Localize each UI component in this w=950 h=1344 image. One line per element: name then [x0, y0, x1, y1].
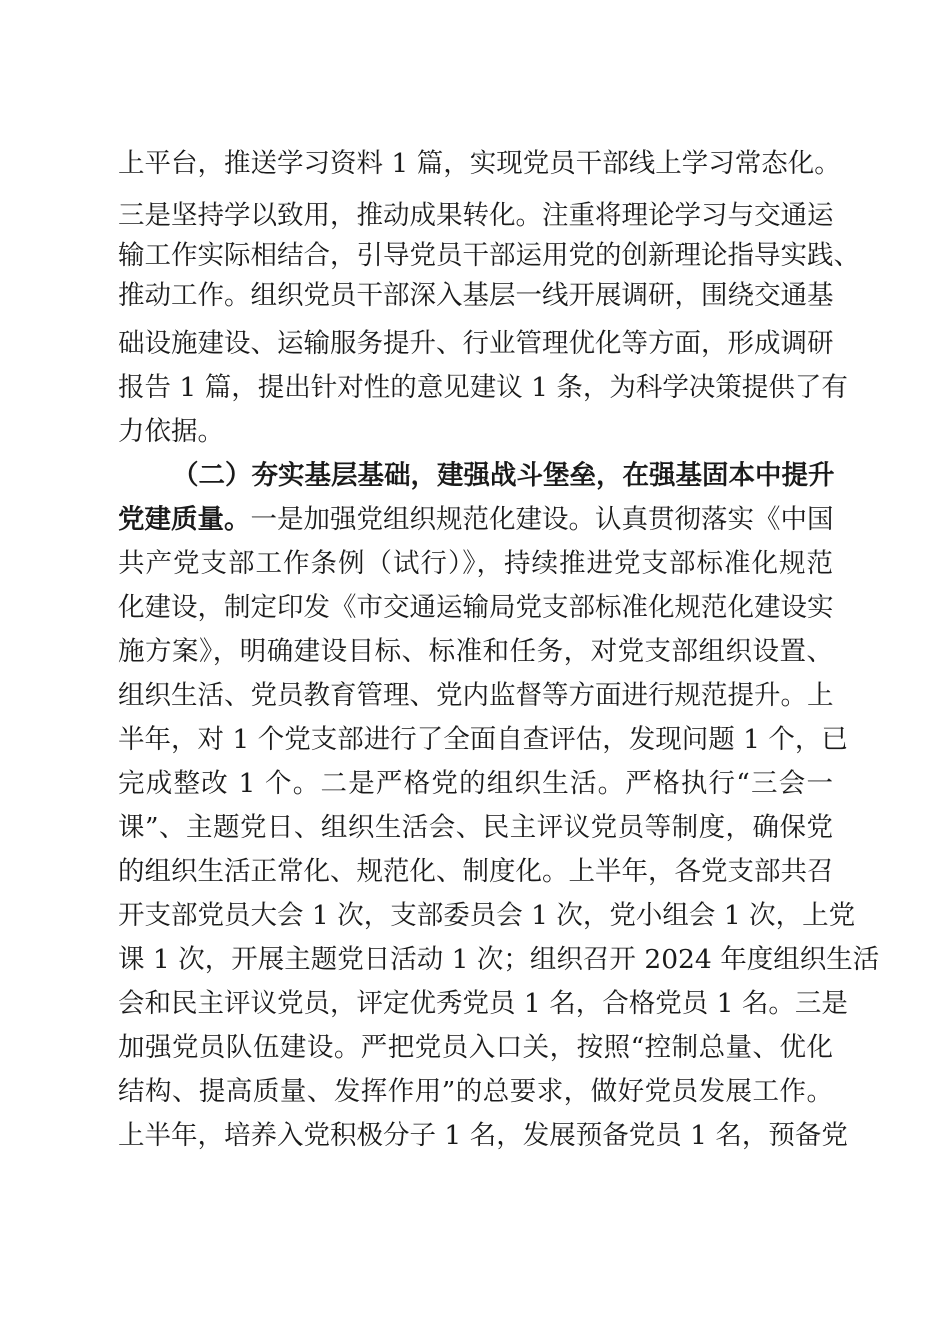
text-line [118, 236, 860, 276]
line-text: 结构、提高质量、发挥作用”的总要求，做好党员发展工作。 [118, 1076, 833, 1107]
line-text: 一是加强党组织规范化建设。认真贯彻落实《中国 [250, 504, 834, 535]
text-line [118, 544, 833, 584]
line-text: 开支部党员大会 1 次，支部委员会 1 次，党小组会 1 次，上党 [118, 900, 856, 931]
line-text: 组织生活、党员教育管理、党内监督等方面进行规范提升。上 [118, 680, 834, 711]
line-text: 上半年，培养入党积极分子 1 名，发展预备党员 1 名，预备党 [118, 1120, 848, 1151]
text-line [118, 412, 833, 452]
text-line [118, 368, 848, 408]
text-line [118, 632, 833, 672]
text-line [118, 1116, 848, 1156]
line-text: 完成整改 1 个。二是严格党的组织生活。严格执行“三会一 [118, 768, 833, 799]
text-line [118, 940, 880, 980]
section-heading-text: （二）夯实基层基础，建强战斗堡垒，在强基固本中提升 [172, 460, 835, 491]
text-line [118, 144, 841, 184]
line-text: 上平台，推送学习资料 1 篇，实现党员干部线上学习常态化。 [118, 148, 841, 179]
line-text: 输工作实际相结合，引导党员干部运用党的创新理论指导实践、 [118, 240, 860, 271]
line-text: 的组织生活正常化、规范化、制度化。上半年，各党支部共召 [118, 856, 834, 887]
line-text: 加强党员队伍建设。严把党员入口关，按照“控制总量、优化 [118, 1032, 833, 1063]
text-line [118, 1072, 833, 1112]
text-line [118, 1028, 833, 1068]
text-line [118, 324, 833, 364]
line-text: 报告 1 篇，提出针对性的意见建议 1 条，为科学决策提供了有 [118, 372, 848, 403]
section-heading [172, 456, 833, 496]
line-text: 会和民主评议党员，评定优秀党员 1 名，合格党员 1 名。三是 [118, 988, 848, 1019]
line-text: 三是坚持学以致用，推动成果转化。注重将理论学习与交通运 [118, 200, 834, 231]
text-line [118, 720, 848, 760]
line-text: 力依据。 [118, 416, 224, 447]
text-line [118, 852, 833, 892]
text-line [118, 500, 833, 540]
line-text: 施方案》，明确建设目标、标准和任务，对党支部组织设置、 [118, 636, 833, 667]
text-line [118, 896, 856, 936]
text-line [118, 676, 833, 716]
line-text: 化建设，制定印发《市交通运输局党支部标准化规范化建设实 [118, 592, 834, 623]
line-text: 共产党支部工作条例（试行）》，持续推进党支部标准化规范 [118, 548, 833, 579]
text-line [118, 196, 833, 236]
line-text: 课”、主题党日、组织生活会、民主评议党员等制度，确保党 [118, 812, 833, 843]
text-line [118, 764, 833, 804]
text-line [118, 588, 833, 628]
line-text: 课 1 次，开展主题党日活动 1 次；组织召开 2024 年度组织生活 [118, 944, 880, 975]
section-heading-continuation: 党建质量。 [118, 504, 251, 535]
text-line [118, 808, 833, 848]
line-text: 半年，对 1 个党支部进行了全面自查评估，发现问题 1 个，已 [118, 724, 848, 755]
text-line [118, 984, 848, 1024]
line-text: 础设施建设、运输服务提升、行业管理优化等方面，形成调研 [118, 328, 834, 359]
text-line [118, 276, 833, 316]
line-text: 推动工作。组织党员干部深入基层一线开展调研，围绕交通基 [118, 280, 834, 311]
